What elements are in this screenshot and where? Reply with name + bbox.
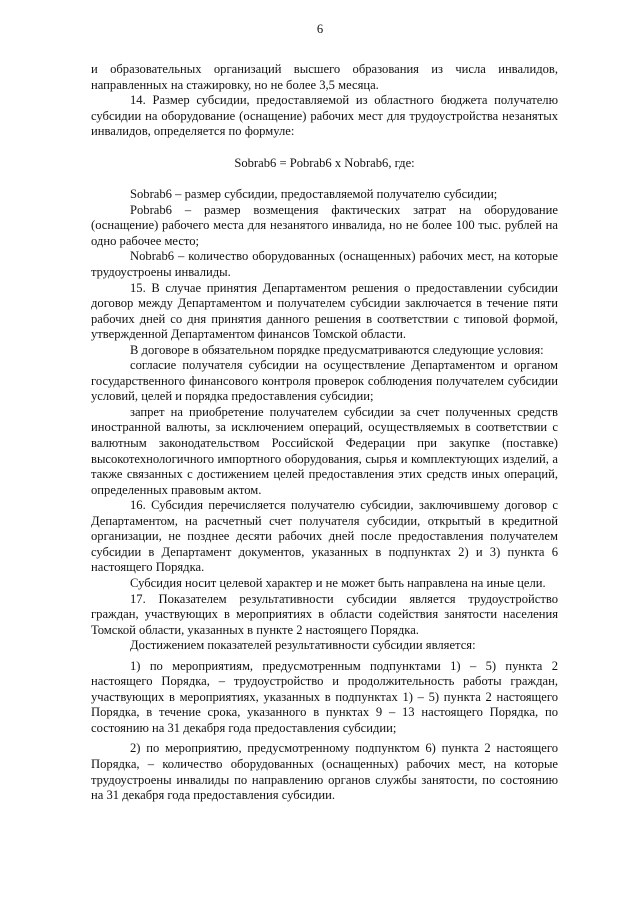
list-item-2: 2) по мероприятию, предусмотренному подпунктом 6) пункта 2 настоящего Порядка, – количество оборудованных (оснащенных) рабочих мест, на которые трудоустроены инвалиды по направлению органов службы занятости, по состоянию на 31 декабря года предоставления субсидии. (91, 741, 558, 803)
paragraph-contract-conditions: В договоре в обязательном порядке предусматриваются следующие условия: (130, 342, 544, 357)
paragraph-15: 15. В случае принятия Департаментом решения о предоставлении субсидии договор между Департаментом и получателем субсидии заключается в течение пяти рабочих дней со дня принятия данного решения в соответствии с типовой формой, утвержденной Департаментом финансов Томской области. (91, 280, 558, 342)
paragraph-consent: согласие получателя субсидии на осуществление Департаментом и органом государственного финансового контроля проверок соблюдения получателем субсидии условий, целей и порядка предоставления субсидии; (91, 358, 558, 404)
page-number: 6 (316, 22, 324, 36)
paragraph-1: и образовательных организаций высшего образования из числа инвалидов, направленных на стажировку, но не более 3,5 месяца. (91, 62, 558, 92)
definition-nobrab6: Nobrab6 – количество оборудованных (оснащенных) рабочих мест, на которые трудоустроены инвалиды. (91, 249, 558, 280)
document-body (91, 62, 558, 804)
paragraph-14: 14. Размер субсидии, предоставляемой из областного бюджета получателю субсидии на оборудование (оснащение) рабочих мест для трудоустройства незанятых инвалидов, определяется по формуле: (91, 93, 558, 139)
paragraph-16: 16. Субсидия перечисляется получателю субсидии, заключившему договор с Департаментом, на расчетный счет получателя субсидии, открытый в кредитной организации, не позднее десяти рабочих дней после предоставления получателем субсидии в Департамент документов, указанных в подпунктах 2) и 3) пункта 6 настоящего Порядка. (91, 498, 558, 575)
definition-pobrab6: Pobrab6 – размер возмещения фактических затрат на оборудование (оснащение) рабочего места для незанятого инвалида, но не более 100 тыс. рублей на одно рабочее место; (91, 202, 558, 248)
list-item-1: 1) по мероприятиям, предусмотренным подпунктами 1) – 5) пункта 2 настоящего Порядка, – трудоустройство и продолжительность работы граждан, участвующих в мероприятиях, указанных в подпунктах 1) – 5) пункта 2 настоящего Порядка, в течение срока, указанного в пунктах 9 – 13 настоящего Порядка, по состоянию на 31 декабря года предоставления субсидии; (91, 658, 558, 735)
paragraph-17: 17. Показателем результативности субсидии является трудоустройство граждан, участвующих в мероприятиях в области содействия занятости населения Томской области, указанных в пункте 2 настоящего Порядка. (91, 591, 558, 637)
paragraph-target-use: Субсидия носит целевой характер и не может быть направлена на иные цели. (130, 575, 546, 590)
paragraph-ban: запрет на приобретение получателем субсидии за счет полученных средств иностранной валюты, за исключением операций, осуществляемых в соответствии с валютным законодательством Российской Федерации при закупке (поставке) высокотехнологичного импортного оборудования, сырья и комплектующих изделий, а также связанных с достижением целей предоставления этих средств иных операций, определенных правовым актом. (91, 404, 558, 497)
definition-sobrab6: Sobrab6 – размер субсидии, предоставляемой получателю субсидии; (130, 187, 498, 202)
formula: Sobrab6 = Pobrab6 x Nobrab6, где: (234, 155, 415, 170)
paragraph-achievement: Достижением показателей результативности субсидии является: (130, 638, 476, 653)
